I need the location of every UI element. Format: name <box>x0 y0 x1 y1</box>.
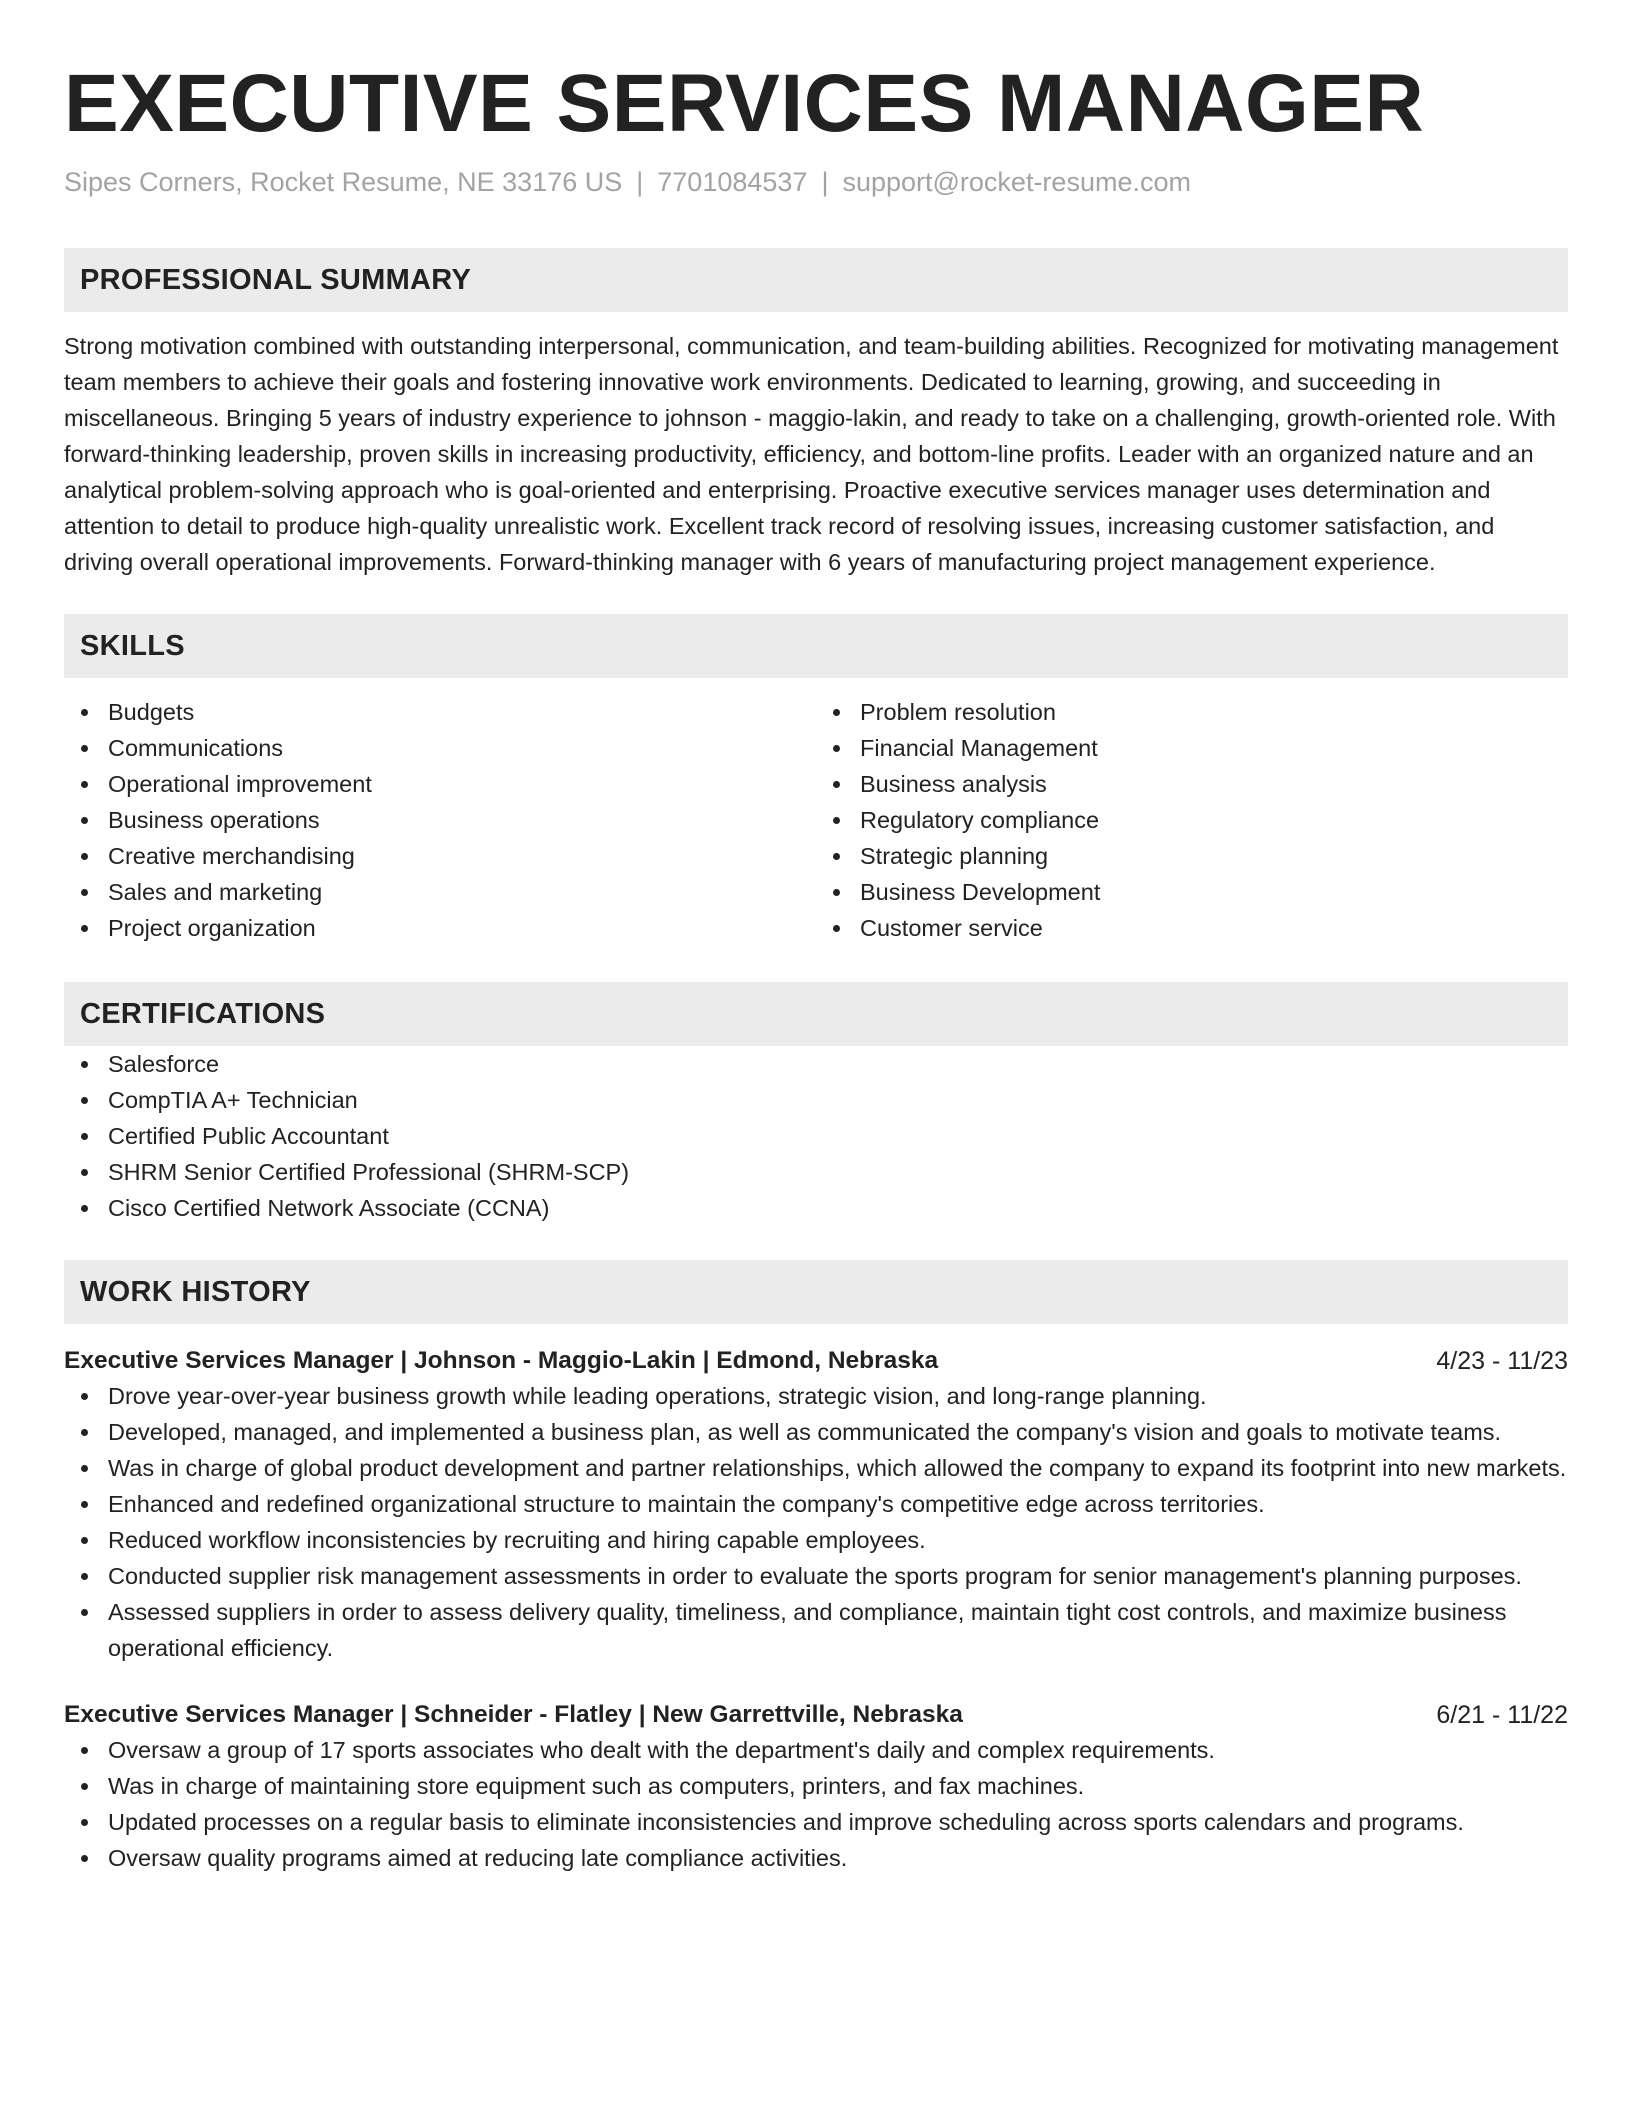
skill-item: Strategic planning <box>816 838 1568 874</box>
skill-item: Financial Management <box>816 730 1568 766</box>
skill-item: Business operations <box>64 802 816 838</box>
certification-item: Certified Public Accountant <box>64 1118 1568 1154</box>
contact-phone: 7701084537 <box>657 167 808 197</box>
work-history-section-header: WORK HISTORY <box>64 1260 1568 1324</box>
job-heading: Executive Services Manager | Schneider - Flatley | New Garrettville, Nebraska <box>64 1701 963 1728</box>
job-bullet: Enhanced and redefined organizational structure to maintain the company's competitive edge across territories. <box>64 1486 1568 1522</box>
skill-item: Business Development <box>816 874 1568 910</box>
skill-item: Sales and marketing <box>64 874 816 910</box>
job-bullet: Assessed suppliers in order to assess delivery quality, timeliness, and compliance, maintain tight cost controls, and maximize business operational efficiency. <box>64 1594 1568 1666</box>
skill-item: Budgets <box>64 694 816 730</box>
certification-item: SHRM Senior Certified Professional (SHRM-SCP) <box>64 1154 1568 1190</box>
skill-item: Communications <box>64 730 816 766</box>
job-bullet: Updated processes on a regular basis to eliminate inconsistencies and improve scheduling across sports calendars and programs. <box>64 1804 1568 1840</box>
skill-item: Creative merchandising <box>64 838 816 874</box>
certification-item: Salesforce <box>64 1046 1568 1082</box>
certifications-section-header: CERTIFICATIONS <box>64 982 1568 1046</box>
skill-item: Operational improvement <box>64 766 816 802</box>
job-bullet: Developed, managed, and implemented a business plan, as well as communicated the company's vision and goals to motivate teams. <box>64 1414 1568 1450</box>
job-dates: 4/23 - 11/23 <box>1436 1347 1568 1375</box>
skill-item: Business analysis <box>816 766 1568 802</box>
certification-item: Cisco Certified Network Associate (CCNA) <box>64 1190 1568 1226</box>
skills-right-column <box>816 694 1568 946</box>
skill-item: Customer service <box>816 910 1568 946</box>
contact-email: support@rocket-resume.com <box>842 167 1191 197</box>
summary-section-header: PROFESSIONAL SUMMARY <box>64 248 1568 312</box>
job-bullet: Was in charge of global product development and partner relationships, which allowed the company to expand its footprint into new markets. <box>64 1450 1568 1486</box>
contact-address: Sipes Corners, Rocket Resume, NE 33176 US <box>64 167 623 197</box>
skill-item: Project organization <box>64 910 816 946</box>
contact-separator: | <box>636 167 644 197</box>
contact-line <box>64 164 1568 200</box>
certification-item: CompTIA A+ Technician <box>64 1082 1568 1118</box>
skills-grid <box>64 694 1568 946</box>
job-bullet: Conducted supplier risk management assessments in order to evaluate the sports program for senior management's planning purposes. <box>64 1558 1568 1594</box>
summary-text: Strong motivation combined with outstanding interpersonal, communication, and team-building abilities. Recognized for motivating management team members to achieve their goals and fostering innovative work environments. Dedicated to learning, growing, and succeeding in miscellaneous. Bringing 5 years of industry experience to johnson - maggio-lakin, and ready to take on a challenging, growth-oriented role. With forward-thinking leadership, proven skills in increasing productivity, efficiency, and bottom-line profits. Leader with an organized nature and an analytical problem-solving approach who is goal-oriented and enterprising. Proactive executive services manager uses determination and attention to detail to produce high-quality unrealistic work. Excellent track record of resolving issues, increasing customer satisfaction, and driving overall operational improvements. Forward-thinking manager with 6 years of manufacturing project management experience. <box>64 333 1559 575</box>
job-heading-row <box>64 1698 1568 1732</box>
job-bullet: Reduced workflow inconsistencies by recruiting and hiring capable employees. <box>64 1522 1568 1558</box>
job-bullet: Was in charge of maintaining store equipment such as computers, printers, and fax machines. <box>64 1768 1568 1804</box>
job-heading: Executive Services Manager | Johnson - Maggio-Lakin | Edmond, Nebraska <box>64 1347 939 1374</box>
job-bullets <box>64 1732 1568 1876</box>
skill-item: Regulatory compliance <box>816 802 1568 838</box>
job-dates: 6/21 - 11/22 <box>1436 1701 1568 1729</box>
skills-left-column <box>64 694 816 946</box>
candidate-title: EXECUTIVE SERVICES MANAGER <box>64 58 1425 149</box>
job-bullets <box>64 1378 1568 1666</box>
contact-separator: | <box>821 167 829 197</box>
certifications-list <box>64 1046 1568 1226</box>
job-bullet: Oversaw a group of 17 sports associates who dealt with the department's daily and complex requirements. <box>64 1732 1568 1768</box>
skill-item: Problem resolution <box>816 694 1568 730</box>
job-bullet: Oversaw quality programs aimed at reducing late compliance activities. <box>64 1840 1568 1876</box>
skills-section-header: SKILLS <box>64 614 1568 678</box>
job-bullet: Drove year-over-year business growth while leading operations, strategic vision, and long-range planning. <box>64 1378 1568 1414</box>
job-heading-row <box>64 1344 1568 1378</box>
